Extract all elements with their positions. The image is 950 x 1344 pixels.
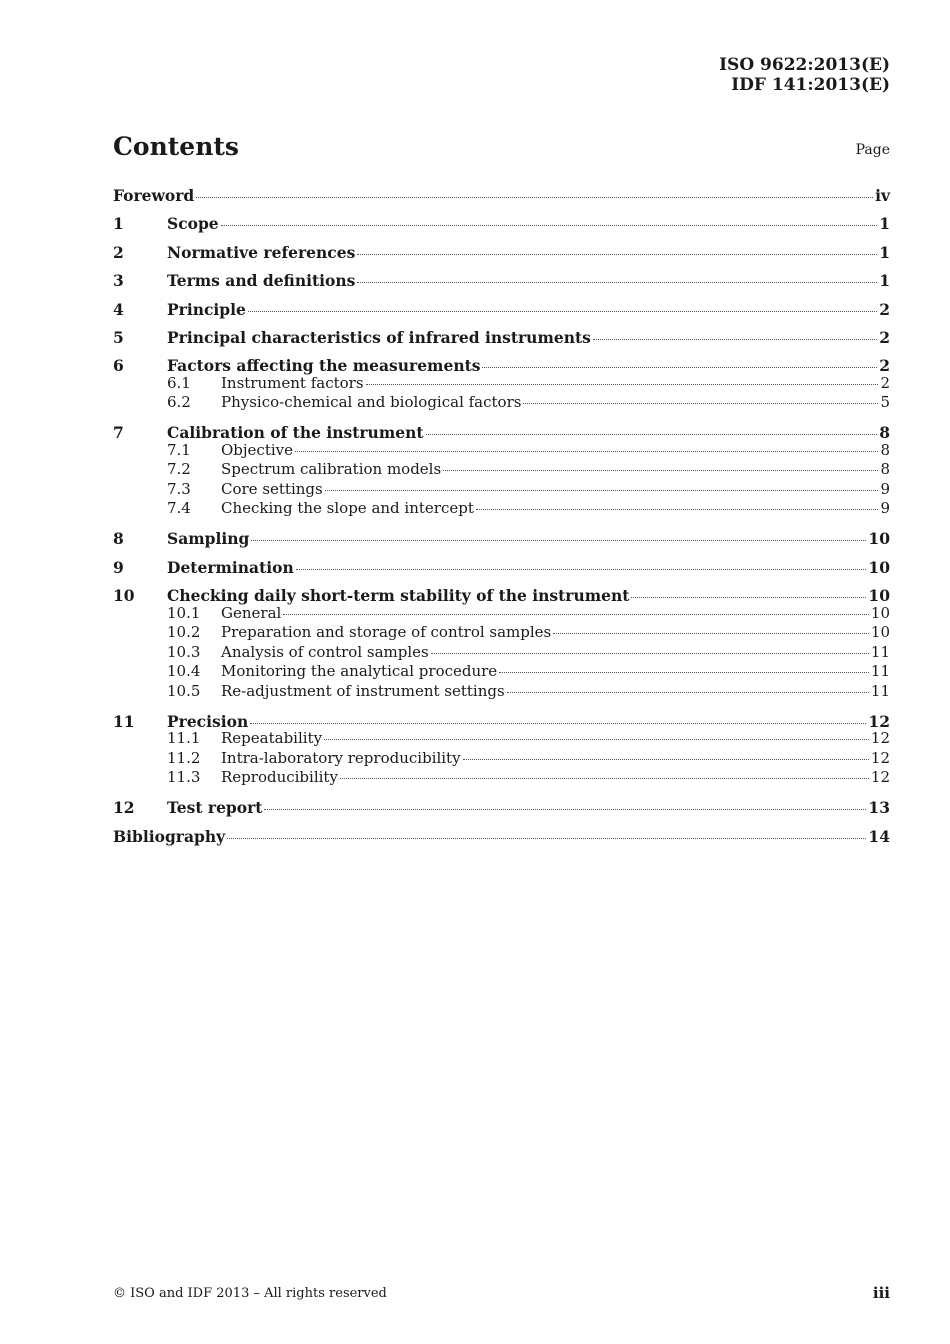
- page-title: Contents: [113, 132, 240, 161]
- dot-leader: [431, 653, 869, 654]
- toc-entry-number: 12: [113, 798, 135, 818]
- page-column-label: Page: [855, 142, 890, 158]
- toc-entry-page: 2: [880, 373, 890, 392]
- toc-entry-label: Physico-chemical and biological factors: [221, 393, 522, 412]
- toc-entry[interactable]: [113, 556, 890, 584]
- dot-leader: [476, 509, 879, 510]
- dot-leader: [325, 490, 879, 491]
- dot-leader: [499, 672, 869, 673]
- toc-entry-label: General: [221, 603, 282, 622]
- toc-entry-label: Intra-laboratory reproducibility: [221, 748, 461, 767]
- dot-leader: [264, 809, 866, 810]
- toc-entry-page: 12: [870, 748, 890, 767]
- toc-entry-label: Terms and definitions: [167, 271, 356, 291]
- dot-leader: [221, 225, 878, 226]
- table-of-contents: [113, 184, 890, 853]
- toc-entry-number: 10.5: [167, 681, 201, 700]
- toc-entry-number: 10: [113, 586, 135, 606]
- toc-entry[interactable]: [113, 584, 890, 604]
- toc-subentry[interactable]: [113, 441, 890, 461]
- toc-subentry[interactable]: [113, 643, 890, 663]
- toc-entry-page: 12: [870, 768, 890, 787]
- toc-entry-label: Reproducibility: [221, 768, 338, 787]
- toc-entry-page: 12: [870, 729, 890, 748]
- toc-entry-label: Foreword: [113, 186, 195, 205]
- dot-leader: [463, 759, 869, 760]
- toc-entry-number: 2: [113, 242, 124, 262]
- toc-entry[interactable]: [113, 298, 890, 326]
- toc-subentry[interactable]: [113, 768, 890, 796]
- toc-entry-page: 1: [879, 271, 890, 291]
- dot-leader: [631, 597, 866, 598]
- toc-entry-label: Scope: [167, 214, 219, 234]
- dot-leader: [250, 723, 866, 724]
- toc-entry-number: 5: [113, 327, 124, 347]
- page-footer: [113, 1284, 890, 1304]
- toc-entry-label: Repeatability: [221, 729, 323, 748]
- toc-entry-number: 11.3: [167, 768, 201, 787]
- dot-leader: [593, 339, 877, 340]
- toc-entry[interactable]: [113, 710, 890, 730]
- page-number: iii: [872, 1284, 890, 1302]
- toc-entry-number: 7.2: [167, 460, 191, 479]
- toc-entry-number: 7: [113, 423, 124, 443]
- toc-entry-label: Calibration of the instrument: [167, 423, 424, 443]
- toc-entry-page: 2: [879, 299, 890, 319]
- toc-entry-page: 10: [868, 557, 890, 577]
- toc-subentry[interactable]: [113, 729, 890, 749]
- toc-entry-label: Precision: [167, 711, 249, 731]
- dot-leader: [366, 384, 879, 385]
- toc-entry-number: 7.4: [167, 499, 191, 518]
- toc-subentry[interactable]: [113, 749, 890, 769]
- dot-leader: [507, 692, 869, 693]
- toc-entry-number: 11.1: [167, 729, 201, 748]
- toc-entry-page: 9: [880, 499, 890, 518]
- toc-entry-number: 10.1: [167, 603, 201, 622]
- toc-entry-label: Sampling: [167, 529, 250, 549]
- idf-number: IDF 141:2013(E): [731, 75, 890, 95]
- toc-entry-page: 5: [880, 393, 890, 412]
- toc-entry-label: Test report: [167, 798, 263, 818]
- document-identifier: [719, 55, 890, 95]
- toc-entry-number: 6.2: [167, 393, 191, 412]
- toc-entry-number: 1: [113, 214, 124, 234]
- toc-subentry[interactable]: [113, 662, 890, 682]
- toc-entry-number: 3: [113, 271, 124, 291]
- toc-entry[interactable]: [113, 212, 890, 240]
- toc-entry-page: 2: [879, 356, 890, 376]
- toc-entry-page: 10: [870, 603, 890, 622]
- dot-leader: [196, 197, 873, 198]
- toc-entry-page: 11: [870, 681, 890, 700]
- toc-entry-number: 10.4: [167, 662, 201, 681]
- toc-entry-page: 11: [870, 662, 890, 681]
- toc-entry[interactable]: [113, 269, 890, 297]
- toc-entry[interactable]: [113, 326, 890, 354]
- toc-entry-number: 7.1: [167, 440, 191, 459]
- dot-leader: [251, 540, 866, 541]
- toc-entry[interactable]: [113, 354, 890, 374]
- dot-leader: [296, 569, 867, 570]
- toc-entry-number: 7.3: [167, 479, 191, 498]
- toc-subentry[interactable]: [113, 480, 890, 500]
- dot-leader: [295, 451, 878, 452]
- toc-subentry[interactable]: [113, 499, 890, 527]
- dot-leader: [482, 367, 877, 368]
- toc-entry-page: 8: [880, 460, 890, 479]
- toc-entry[interactable]: [113, 421, 890, 441]
- toc-subentry[interactable]: [113, 682, 890, 710]
- dot-leader: [357, 282, 877, 283]
- iso-number: ISO 9622:2013(E): [719, 55, 890, 75]
- dot-leader: [248, 311, 877, 312]
- toc-entry-page: 10: [868, 586, 890, 606]
- toc-entry-label: Normative references: [167, 242, 356, 262]
- toc-entry-label: Objective: [221, 440, 294, 459]
- toc-entry-number: 11: [113, 711, 135, 731]
- toc-entry-page: 11: [870, 642, 890, 661]
- toc-entry-page: 2: [879, 327, 890, 347]
- toc-entry-label: Checking the slope and intercept: [221, 499, 474, 518]
- dot-leader: [443, 470, 878, 471]
- toc-entry-page: 10: [870, 623, 890, 642]
- toc-entry-page: 12: [868, 711, 890, 731]
- toc-entry-label: Determination: [167, 557, 294, 577]
- toc-entry-number: 9: [113, 557, 124, 577]
- toc-entry-number: 10.3: [167, 642, 201, 661]
- toc-entry[interactable]: [113, 241, 890, 269]
- toc-entry-label: Core settings: [221, 479, 323, 498]
- toc-subentry[interactable]: [113, 623, 890, 643]
- toc-entry-label: Instrument factors: [221, 373, 364, 392]
- dot-leader: [324, 739, 869, 740]
- dot-leader: [553, 633, 869, 634]
- toc-entry-number: 11.2: [167, 748, 201, 767]
- toc-entry-page: 10: [868, 529, 890, 549]
- toc-entry-label: Checking daily short-term stability of the instrument: [167, 586, 630, 606]
- dot-leader: [426, 434, 878, 435]
- dot-leader: [357, 254, 877, 255]
- toc-entry-label: Preparation and storage of control samples: [221, 623, 552, 642]
- toc-entry-label: Re-adjustment of instrument settings: [221, 681, 505, 700]
- toc-entry-number: 6: [113, 356, 124, 376]
- dot-leader: [523, 403, 878, 404]
- toc-entry-label: Principle: [167, 299, 246, 319]
- toc-entry[interactable]: [113, 527, 890, 555]
- toc-entry-page: 8: [880, 440, 890, 459]
- toc-subentry[interactable]: [113, 460, 890, 480]
- toc-entry-label: Principal characteristics of infrared instruments: [167, 327, 591, 347]
- dot-leader: [340, 778, 869, 779]
- dot-leader: [283, 614, 869, 615]
- toc-subentry[interactable]: [113, 393, 890, 421]
- dot-leader: [227, 838, 866, 839]
- copyright-notice: © ISO and IDF 2013 – All rights reserved: [113, 1286, 387, 1301]
- contents-title-row: [113, 132, 890, 166]
- toc-entry-label: Bibliography: [113, 826, 226, 846]
- toc-entry-label: Spectrum calibration models: [221, 460, 442, 479]
- toc-subentry[interactable]: [113, 374, 890, 394]
- toc-entry-number: 4: [113, 299, 124, 319]
- toc-entry[interactable]: [113, 796, 890, 824]
- toc-entry-number: 10.2: [167, 623, 201, 642]
- toc-entry[interactable]: [113, 184, 890, 212]
- toc-entry-label: Monitoring the analytical procedure: [221, 662, 498, 681]
- toc-entry-number: 6.1: [167, 373, 191, 392]
- toc-entry[interactable]: [113, 825, 890, 853]
- toc-entry-page: 9: [880, 479, 890, 498]
- toc-entry-page: 8: [879, 423, 890, 443]
- toc-entry-number: 8: [113, 529, 124, 549]
- toc-entry-label: Factors affecting the measurements: [167, 356, 481, 376]
- toc-entry-page: 14: [868, 826, 890, 846]
- toc-entry-label: Analysis of control samples: [221, 642, 429, 661]
- toc-entry-page: 1: [879, 214, 890, 234]
- toc-entry-page: 13: [868, 798, 890, 818]
- toc-entry-page: 1: [879, 242, 890, 262]
- toc-entry-page: iv: [875, 186, 890, 205]
